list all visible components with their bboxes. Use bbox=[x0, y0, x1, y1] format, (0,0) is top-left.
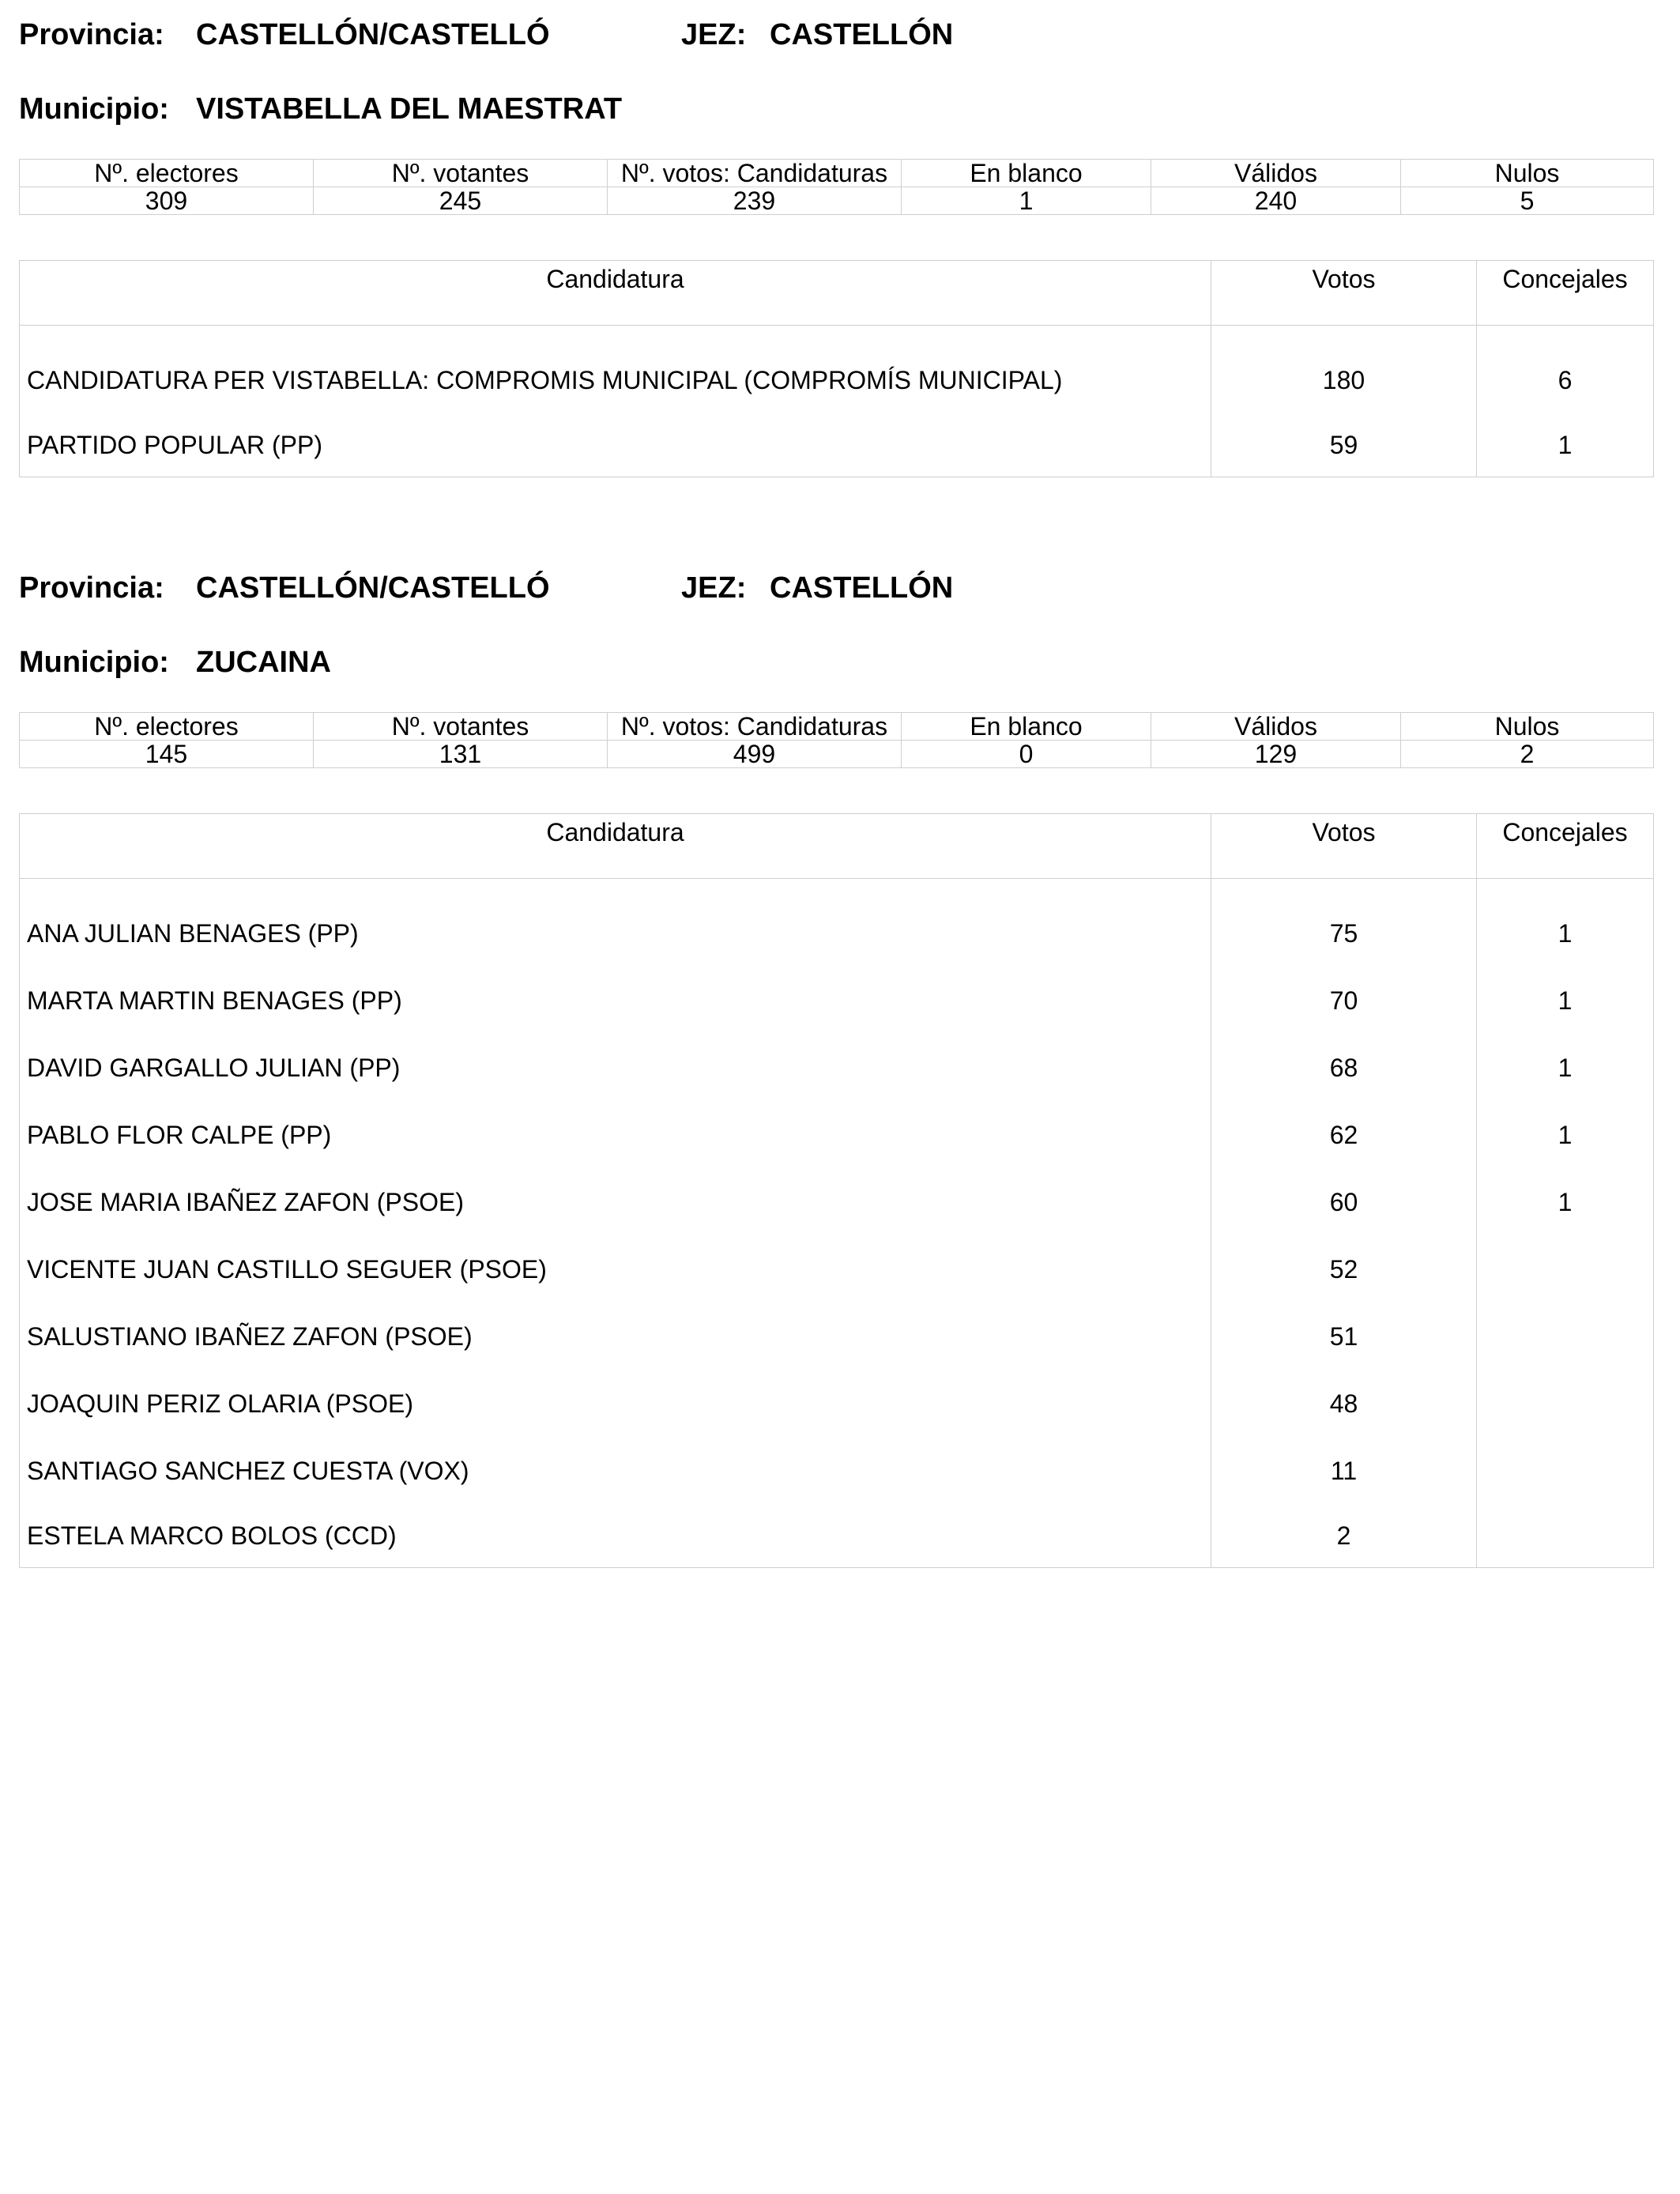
municipality-line bbox=[19, 640, 1653, 684]
jez-value: CASTELLÓN bbox=[770, 18, 954, 51]
candidate-councillors bbox=[1477, 1370, 1654, 1437]
stats-value-row bbox=[20, 741, 1654, 768]
table-row bbox=[20, 879, 1654, 967]
municipio-label: Municipio: bbox=[19, 646, 169, 679]
table-row bbox=[20, 1168, 1654, 1235]
provincia-value: CASTELLÓN/CASTELLÓ bbox=[196, 18, 550, 51]
stats-header-row bbox=[20, 160, 1654, 187]
col-candidatura: Candidatura bbox=[20, 814, 1211, 879]
value-en-blanco: 1 bbox=[902, 187, 1151, 215]
table-row bbox=[20, 1101, 1654, 1168]
candidate-name: PARTIDO POPULAR (PP) bbox=[27, 431, 322, 459]
candidate-votes: 48 bbox=[1211, 1370, 1477, 1437]
stats-value-row bbox=[20, 187, 1654, 215]
table-row bbox=[20, 326, 1654, 414]
stats-table bbox=[19, 159, 1654, 215]
jez-label: JEZ: bbox=[681, 18, 747, 51]
candidate-votes: 68 bbox=[1211, 1034, 1477, 1101]
candidate-votes: 51 bbox=[1211, 1302, 1477, 1370]
municipality-line bbox=[19, 87, 1653, 131]
candidate-name: SALUSTIANO IBAÑEZ ZAFON (PSOE) bbox=[27, 1321, 473, 1351]
table-row bbox=[20, 1370, 1654, 1437]
table-row bbox=[20, 1437, 1654, 1504]
candidate-name: CANDIDATURA PER VISTABELLA: COMPROMIS MUNICIPAL (COMPROMÍS MUNICIPAL) bbox=[27, 365, 1063, 394]
candidate-councillors bbox=[1477, 1235, 1654, 1302]
value-electores: 309 bbox=[20, 187, 314, 215]
candidate-votes: 75 bbox=[1211, 879, 1477, 967]
candidate-name: JOAQUIN PERIZ OLARIA (PSOE) bbox=[27, 1389, 413, 1418]
table-row bbox=[20, 1034, 1654, 1101]
col-nulos: Nulos bbox=[1401, 160, 1654, 187]
col-votos: Votos bbox=[1211, 814, 1477, 879]
candidate-votes: 52 bbox=[1211, 1235, 1477, 1302]
candidate-votes: 59 bbox=[1211, 413, 1477, 477]
candidate-name: SANTIAGO SANCHEZ CUESTA (VOX) bbox=[27, 1456, 469, 1485]
table-row bbox=[20, 1302, 1654, 1370]
col-votos-candidaturas: Nº. votos: Candidaturas bbox=[608, 160, 902, 187]
candidate-councillors: 6 bbox=[1477, 326, 1654, 414]
candidate-councillors bbox=[1477, 1302, 1654, 1370]
province-line bbox=[19, 13, 1653, 57]
col-votantes: Nº. votantes bbox=[314, 160, 608, 187]
col-candidatura: Candidatura bbox=[20, 261, 1211, 326]
col-en-blanco: En blanco bbox=[902, 160, 1151, 187]
candidate-name: DAVID GARGALLO JULIAN (PP) bbox=[27, 1053, 401, 1082]
col-en-blanco: En blanco bbox=[902, 713, 1151, 741]
candidate-votes: 180 bbox=[1211, 326, 1477, 414]
jez-label: JEZ: bbox=[681, 571, 747, 605]
candidate-councillors: 1 bbox=[1477, 1034, 1654, 1101]
municipio-value: VISTABELLA DEL MAESTRAT bbox=[196, 92, 623, 126]
col-votos: Votos bbox=[1211, 261, 1477, 326]
value-validos: 129 bbox=[1151, 741, 1401, 768]
table-row bbox=[20, 1504, 1654, 1568]
candidate-name: ESTELA MARCO BOLOS (CCD) bbox=[27, 1521, 397, 1550]
candidate-votes: 11 bbox=[1211, 1437, 1477, 1504]
value-en-blanco: 0 bbox=[902, 741, 1151, 768]
stats-header-row bbox=[20, 713, 1654, 741]
col-concejales: Concejales bbox=[1477, 261, 1654, 326]
col-concejales: Concejales bbox=[1477, 814, 1654, 879]
value-votantes: 131 bbox=[314, 741, 608, 768]
value-votantes: 245 bbox=[314, 187, 608, 215]
candidate-councillors: 1 bbox=[1477, 967, 1654, 1034]
candidate-name: PABLO FLOR CALPE (PP) bbox=[27, 1120, 332, 1149]
stats-table bbox=[19, 712, 1654, 768]
candidates-header-row bbox=[20, 261, 1654, 326]
candidate-councillors bbox=[1477, 1504, 1654, 1568]
col-electores: Nº. electores bbox=[20, 713, 314, 741]
value-nulos: 5 bbox=[1401, 187, 1654, 215]
candidate-councillors: 1 bbox=[1477, 879, 1654, 967]
candidate-votes: 70 bbox=[1211, 967, 1477, 1034]
value-validos: 240 bbox=[1151, 187, 1401, 215]
candidate-name: ANA JULIAN BENAGES (PP) bbox=[27, 918, 359, 948]
candidate-name: MARTA MARTIN BENAGES (PP) bbox=[27, 986, 402, 1015]
value-electores: 145 bbox=[20, 741, 314, 768]
candidate-councillors: 1 bbox=[1477, 1101, 1654, 1168]
table-row bbox=[20, 413, 1654, 477]
value-nulos: 2 bbox=[1401, 741, 1654, 768]
col-validos: Válidos bbox=[1151, 160, 1401, 187]
table-row bbox=[20, 1235, 1654, 1302]
candidates-table bbox=[19, 260, 1654, 477]
col-nulos: Nulos bbox=[1401, 713, 1654, 741]
candidate-councillors bbox=[1477, 1437, 1654, 1504]
candidate-name: JOSE MARIA IBAÑEZ ZAFON (PSOE) bbox=[27, 1187, 464, 1216]
table-row bbox=[20, 967, 1654, 1034]
provincia-label: Provincia: bbox=[19, 571, 164, 605]
candidate-councillors: 1 bbox=[1477, 413, 1654, 477]
jez-value: CASTELLÓN bbox=[770, 571, 954, 605]
col-validos: Válidos bbox=[1151, 713, 1401, 741]
provincia-value: CASTELLÓN/CASTELLÓ bbox=[196, 571, 550, 605]
col-electores: Nº. electores bbox=[20, 160, 314, 187]
candidate-votes: 2 bbox=[1211, 1504, 1477, 1568]
province-line bbox=[19, 566, 1653, 610]
col-votos-candidaturas: Nº. votos: Candidaturas bbox=[608, 713, 902, 741]
candidate-votes: 60 bbox=[1211, 1168, 1477, 1235]
value-votos-candidaturas: 239 bbox=[608, 187, 902, 215]
candidate-votes: 62 bbox=[1211, 1101, 1477, 1168]
municipio-label: Municipio: bbox=[19, 92, 169, 126]
candidates-header-row bbox=[20, 814, 1654, 879]
value-votos-candidaturas: 499 bbox=[608, 741, 902, 768]
municipio-value: ZUCAINA bbox=[196, 646, 331, 679]
col-votantes: Nº. votantes bbox=[314, 713, 608, 741]
candidate-councillors: 1 bbox=[1477, 1168, 1654, 1235]
provincia-label: Provincia: bbox=[19, 18, 164, 51]
candidates-table bbox=[19, 813, 1654, 1568]
candidate-name: VICENTE JUAN CASTILLO SEGUER (PSOE) bbox=[27, 1254, 547, 1284]
